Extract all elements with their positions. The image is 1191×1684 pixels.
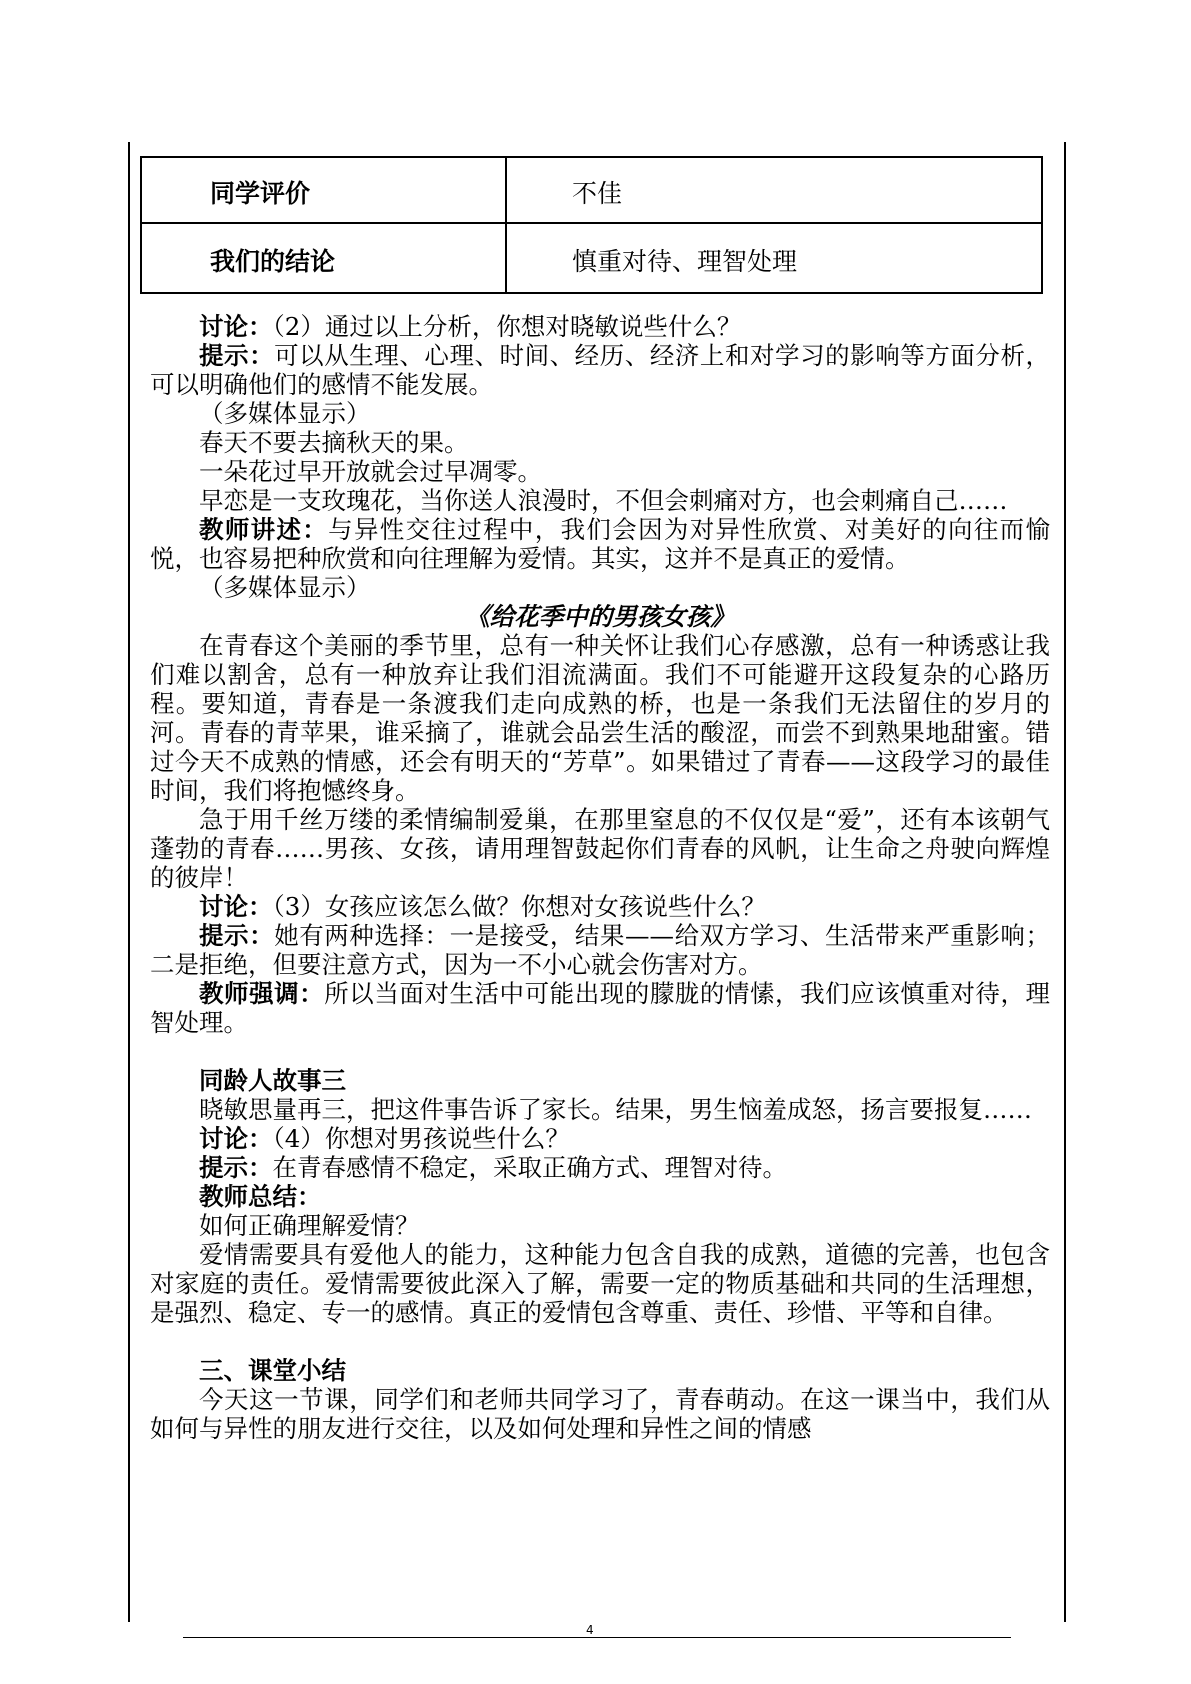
summary-text: 爱情需要具有爱他人的能力，这种能力包含自我的成熟，道德的完善，也包含对家庭的责任。爱情需要彼此深入了解，需要一定的物质基础和共同的生活理想，是强烈、稳定、专一的感情。真正的爱情包含尊重、责任、珍惜、平等和自律。 xyxy=(150,1240,1050,1327)
column-divider xyxy=(505,158,507,292)
quote-line: 一朵花过早开放就会过早凋零。 xyxy=(199,457,542,486)
row-label: 我们的结论 xyxy=(210,247,336,276)
quote-line: 春天不要去摘秋天的果。 xyxy=(199,428,469,457)
poem-paragraph: 急于用千丝万缕的柔情编制爱巢，在那里窒息的不仅仅是“爱”，还有本该朝气蓬勃的青春……男孩、女孩，请用理智鼓起你们青春的风帆，让生命之舟驶向辉煌的彼岸！ xyxy=(150,805,1050,892)
row-value: 不佳 xyxy=(572,179,623,208)
teacher-narration: 教师讲述：与异性交往过程中，我们会因为对异性欣赏、对美好的向往而愉悦，也容易把种欣赏和向往理解为爱情。其实，这并不是真正的爱情。 xyxy=(150,515,1050,573)
media-note: （多媒体显示） xyxy=(199,399,371,428)
poem-title: 《给花季中的男孩女孩》 xyxy=(465,602,735,631)
media-note: （多媒体显示） xyxy=(199,573,371,602)
section-3-text: 今天这一节课，同学们和老师共同学习了，青春萌动。在这一课当中，我们从如何与异性的朋友进行交往，以及如何处理和异性之间的情感 xyxy=(150,1385,1050,1443)
story-3-title: 同龄人故事三 xyxy=(199,1066,346,1095)
evaluation-table xyxy=(140,156,1043,294)
story-3-text: 晓敏思量再三，把这件事告诉了家长。结果，男生恼羞成怒，扬言要报复…… xyxy=(199,1095,1032,1124)
lesson-body xyxy=(150,312,1050,1443)
hint-3: 提示：在青春感情不稳定，采取正确方式、理智对待。 xyxy=(199,1153,787,1182)
discussion-4: 讨论：（4）你想对男孩说些什么？ xyxy=(199,1124,570,1153)
table-row xyxy=(142,158,1041,224)
hint-1: 提示：可以从生理、心理、时间、经历、经济上和对学习的影响等方面分析，可以明确他们的感情不能发展。 xyxy=(150,341,1051,399)
summary-question: 如何正确理解爱情？ xyxy=(199,1211,420,1240)
teacher-summary-label: 教师总结： xyxy=(199,1182,322,1211)
table-row xyxy=(142,222,1041,292)
row-value: 慎重对待、理智处理 xyxy=(572,247,798,276)
teacher-emphasis: 教师强调：所以当面对生活中可能出现的朦胧的情愫，我们应该慎重对待，理智处理。 xyxy=(150,979,1051,1037)
hint-2: 提示：她有两种选择：一是接受，结果——给双方学习、生活带来严重影响；二是拒绝，但要注意方式，因为一不小心就会伤害对方。 xyxy=(150,921,1050,979)
quote-line: 早恋是一支玫瑰花，当你送人浪漫时，不但会刺痛对方，也会刺痛自己…… xyxy=(199,486,1008,515)
page-number: 4 xyxy=(586,1623,594,1637)
discussion-2: 讨论：（2）通过以上分析，你想对晓敏说些什么？ xyxy=(199,312,742,341)
row-label: 同学评价 xyxy=(210,179,311,208)
poem-paragraph: 在青春这个美丽的季节里，总有一种关怀让我们心存感激，总有一种诱惑让我们难以割舍，总有一种放弃让我们泪流满面。我们不可能避开这段复杂的心路历程。要知道，青春是一条渡我们走向成熟的桥，也是一条我们无法留住的岁月的河。青春的青苹果，谁采摘了，谁就会品尝生活的酸涩，而尝不到熟果地甜蜜。错过今天不成熟的情感，还会有明天的“芳草”。如果错过了青春——这段学习的最佳时间，我们将抱憾终身。 xyxy=(150,631,1050,805)
section-3-title: 三、课堂小结 xyxy=(199,1356,346,1385)
discussion-3: 讨论：（3）女孩应该怎么做？你想对女孩说些什么？ xyxy=(199,892,766,921)
footer-rule xyxy=(183,1637,1011,1638)
